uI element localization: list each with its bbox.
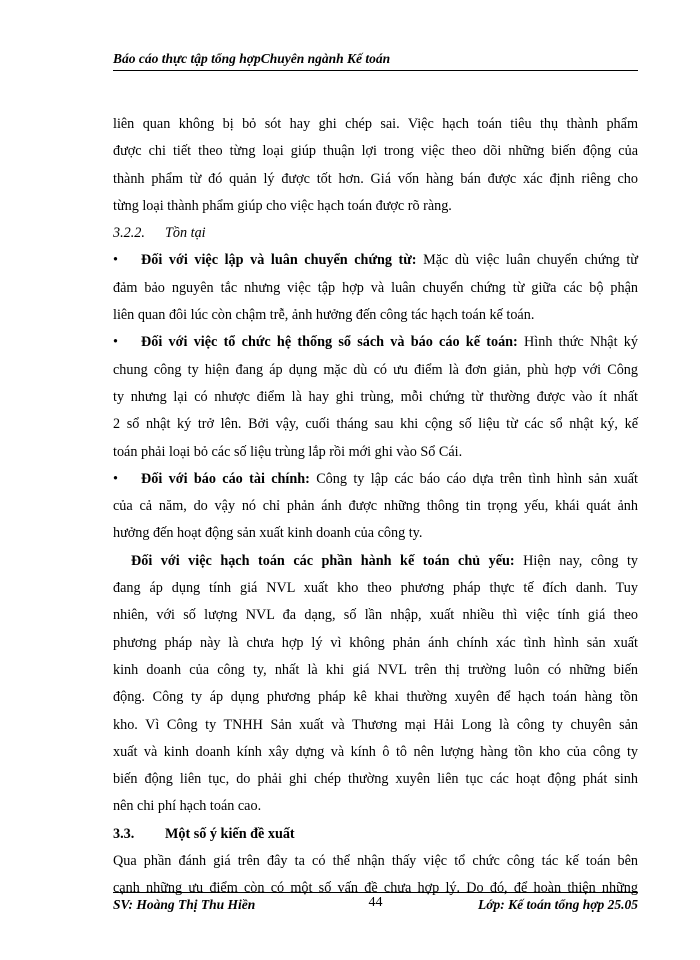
text-line: toán phải loại bỏ các số liệu trùng lắp rồi mới ghi vào Sổ Cái. [113, 443, 463, 460]
bullet-icon: • [113, 252, 118, 269]
bullet-text: Công ty lập các báo cáo dựa trên tình hình sản xuất [309, 470, 638, 487]
page-body [113, 111, 638, 903]
section-number: 3.3. [113, 825, 135, 842]
text-line: của cả năm, do vậy nó chỉ phản ánh được những thông tin trọng yếu, khái quát ảnh [113, 498, 638, 515]
text-line [113, 247, 638, 274]
text-line: cạnh những ưu điểm còn có một số vấn đề chưa hợp lý. Do đó, để hoàn thiện những [113, 880, 638, 897]
text-line: chung công ty hiện đang áp dụng mặc dù có ưu điểm là đơn giản, phù hợp với Công [113, 361, 638, 378]
section-heading-3-3 [113, 821, 638, 848]
page-footer [113, 892, 638, 915]
text-line: thành phẩm từ đó quản lý được tốt hơn. Giá vốn hàng bán được xác định riêng cho [113, 170, 638, 187]
bullet-icon: • [113, 334, 118, 351]
text-line: xuất và kinh doanh kính xây dựng và kính ô tô nên lượng hàng tồn kho của công ty [113, 743, 638, 760]
page-number: 44 [368, 895, 383, 910]
page-header [113, 50, 638, 71]
bullet-text: Hình thức Nhật ký [517, 334, 638, 351]
section-heading-3-2-2 [113, 220, 638, 247]
text-line: Qua phần đánh giá trên đây ta có thể nhận thấy việc tổ chức công tác kế toán bên [113, 853, 638, 870]
text-line: nhiên, với số lượng NVL đa dạng, số lần nhập, xuất nhiều thì việc tính giá theo [113, 607, 638, 624]
bullet-icon: • [113, 470, 118, 487]
text-line: hưởng đến hoạt động sản xuất kinh doanh của công ty. [113, 525, 423, 542]
paragraph-heading: Đối với việc hạch toán các phần hành kế toán chủ yếu: [131, 552, 515, 569]
bullet-heading: Đối với việc tổ chức hệ thống sổ sách và báo cáo kế toán: [141, 334, 518, 351]
paragraph-text: Hiện nay, công ty [514, 552, 638, 569]
section-title: Một số ý kiến đề xuất [165, 825, 295, 842]
text-line: kinh doanh của công ty, nhất là khi giá NVL trên thị trường luôn có những biến [113, 661, 638, 678]
text-line: 2 sổ nhật ký trở lên. Bởi vậy, cuối tháng sau khi cộng số liệu từ các sổ nhật ký, kế [113, 416, 638, 433]
text-line: đang áp dụng tính giá NVL xuất kho theo phương pháp thực tế đích danh. Tuy [113, 580, 638, 597]
section-number: 3.2.2. [113, 225, 145, 242]
text-line: kho. Vì Công ty TNHH Sản xuất và Thương mại Hải Long là công ty chuyên sản [113, 716, 638, 733]
text-line: ty nhưng lại có nhược điểm là hay ghi trùng, mỗi chứng từ thường được vào ít nhất [113, 388, 638, 405]
bullet-item-chung-tu [113, 247, 638, 329]
bullet-text: Mặc dù việc luân chuyển chứng từ [416, 252, 638, 269]
bullet-heading: Đối với việc lập và luân chuyển chứng từ: [141, 252, 417, 269]
paragraph-hach-toan [113, 548, 638, 821]
text-line: phương pháp này là chưa hợp lý vì không phản ánh chính xác tình hình sản xuất [113, 634, 638, 651]
text-line [113, 329, 638, 356]
bullet-heading: Đối với báo cáo tài chính: [141, 470, 310, 487]
text-line: động. Công ty áp dụng phương pháp kê khai thường xuyên để hạch toán hàng tồn [113, 689, 638, 706]
text-line [113, 548, 638, 575]
bullet-item-bao-cao-tai-chinh [113, 466, 638, 548]
header-title: Báo cáo thực tập tổng hợpChuyên ngành Kế toán [113, 51, 391, 66]
footer-student: SV: Hoàng Thị Thu Hiền [113, 897, 256, 912]
bullet-item-so-sach [113, 329, 638, 465]
paragraph-intro [113, 111, 638, 220]
text-line [113, 466, 638, 493]
section-title: Tồn tại [165, 225, 206, 242]
text-line: được chi tiết theo từng loại giúp thuận lợi trong việc theo dõi những biến động của [113, 143, 638, 160]
text-line: biến động liên tục, do phải ghi chép thường xuyên liên tục các hoạt động phát sinh [113, 771, 638, 788]
text-line: nên chi phí hạch toán cao. [113, 798, 262, 815]
footer-class: Lớp: Kế toán tổng hợp 25.05 [477, 897, 638, 912]
text-line: từng loại thành phẩm giúp cho việc hạch toán được rõ ràng. [113, 197, 452, 214]
text-line: liên quan không bị bỏ sót hay ghi chép sai. Việc hạch toán tiêu thụ thành phẩm [113, 116, 638, 132]
text-line: đảm bảo nguyên tắc nhưng việc tập hợp và luân chuyển chứng từ giữa các bộ phận [113, 279, 638, 296]
text-line: liên quan đôi lúc còn chậm trễ, ảnh hưởng đến công tác hạch toán kế toán. [113, 307, 535, 324]
